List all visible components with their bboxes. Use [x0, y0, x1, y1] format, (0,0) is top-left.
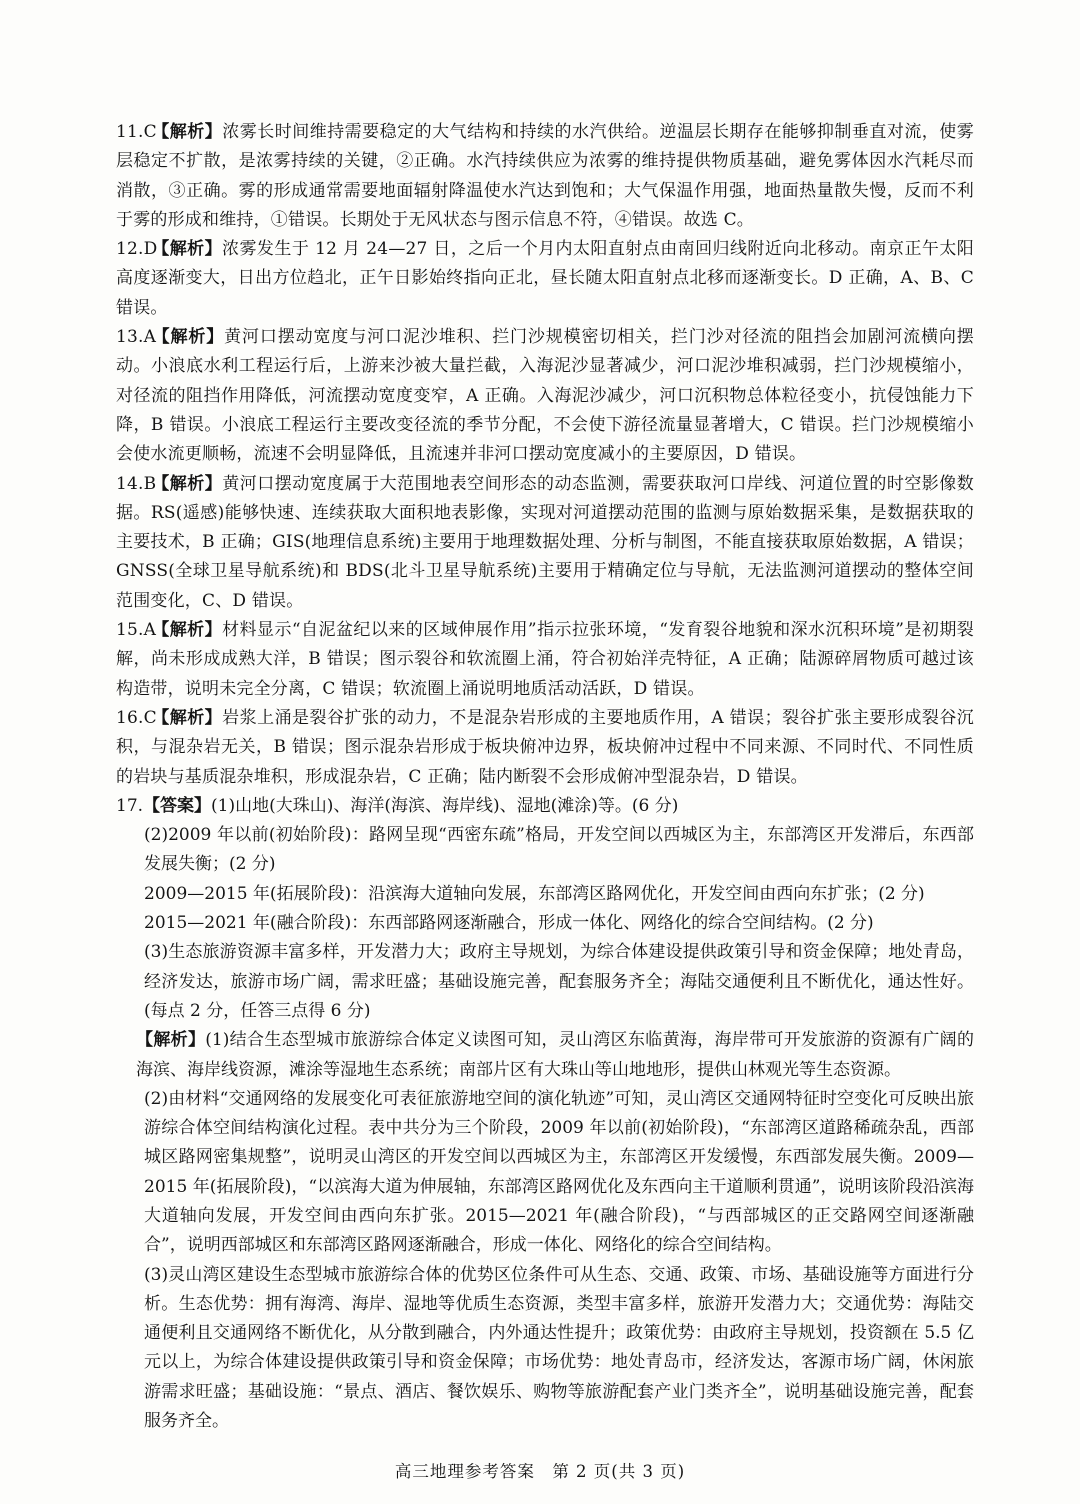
analysis-tag: 【解析】: [152, 707, 223, 728]
question-number: 16.C: [116, 707, 157, 728]
question-number: 14.B: [116, 473, 157, 494]
analysis-17-part-2: (2)由材料“交通网络的发展变化可表征旅游地空间的演化轨迹”可知，灵山湾区交通网特征时空变化可反映出旅游综合体空间结构演化过程。表中共分为三个阶段，2009 年以前(初始阶段)，“东部湾区道路稀疏杂乱，西部城区路网密集规整”，说明灵山湾区的开发空间以西城区为主，东部湾区开发缓慢，东西部发展失衡。2009—2015 年(拓展阶段)，“以滨海大道为伸展轴，东部湾区路网优化及东西向主干道顺利贯通”，说明该阶段沿滨海大道轴向发展，开发空间由西向东扩张。2015—2021 年(融合阶段)，“与西部城区的正交路网空间逐渐融合”，说明西部城区和东部湾区路网逐渐融合，形成一体化、网络化的综合空间结构。: [144, 1088, 974, 1256]
answer-13: [116, 323, 974, 469]
answer-text: 浓雾长时间维持需要稳定的大气结构和持续的水汽供给。逆温层长期存在能够抑制垂直对流，使雾层稳定不扩散，是浓雾持续的关键，②正确。水汽持续供应为浓雾的维持提供物质基础，避免雾体因水汽耗尽而消散，③正确。雾的形成通常需要地面辐射降温使水汽达到饱和；大气保温作用强，地面热量散失慢，反而不利于雾的形成和维持，①错误。长期处于无风状态与图示信息不符，④错误。故选 C。: [116, 122, 974, 230]
answer-17-part-2b: 2009—2015 年(拓展阶段)：沿滨海大道轴向发展，东部湾区路网优化，开发空间由西向东扩张；(2 分): [144, 883, 925, 904]
analysis-17-part-1: [116, 1026, 974, 1085]
answer-text: 黄河口摆动宽度属于大范围地表空间形态的动态监测，需要获取河口岸线、河道位置的时空影像数据。RS(遥感)能够快速、连续获取大面积地表影像，实现对河道摆动范围的监测与原始数据采集，是数据获取的主要技术，B 正确；GIS(地理信息系统)主要用于地理数据处理、分析与制图，不能直接获取原始数据，A 错误；GNSS(全球卫星导航系统)和 BDS(北斗卫星导航系统)主要用于精确定位与导航，无法监测河道摆动的整体空间范围变化，C、D 错误。: [116, 473, 974, 611]
analysis-tag: 【解析】: [136, 1030, 206, 1051]
answer-text: (1)山地(大珠山)、海洋(海滨、海岸线)、湿地(滩涂)等。(6 分): [211, 795, 679, 816]
answer-11: [116, 118, 974, 235]
answer-17-part-2a: (2)2009 年以前(初始阶段)：路网呈现“西密东疏”格局，开发空间以西城区为主，东部湾区开发滞后，东西部发展失衡；(2 分): [144, 825, 974, 875]
question-number: 15.A: [116, 620, 157, 641]
question-number: 11.C: [116, 122, 157, 142]
answer-16: [116, 704, 974, 792]
answer-text: 材料显示“自泥盆纪以来的区域伸展作用”指示拉张环境，“发育裂谷地貌和深水沉积环境”是初期裂解，尚未形成成熟大洋，B 错误；图示裂谷和软流圈上涌，符合初始洋壳特征，A 正确；陆源碎屑物质可越过该构造带，说明未完全分离，C 错误；软流圈上涌说明地质活动活跃，D 错误。: [116, 620, 974, 699]
answer-text: 岩浆上涌是裂谷扩张的动力，不是混杂岩形成的主要地质作用，A 错误；裂谷扩张主要形成裂谷沉积，与混杂岩无关，B 错误；图示混杂岩形成于板块俯冲边界，板块俯冲过程中不同来源、不同时代、不同性质的岩块与基质混杂堆积，形成混杂岩，C 正确；陆内断裂不会形成俯冲型混杂岩，D 错误。: [116, 707, 974, 787]
analysis-tag: 【解析】: [152, 473, 223, 494]
answer-17-part-3: (3)生态旅游资源丰富多样，开发潜力大；政府主导规划，为综合体建设提供政策引导和资金保障；地处青岛，经济发达，旅游市场广阔，需求旺盛；基础设施完善，配套服务齐全；海陆交通便利且不断优化，通达性好。(每点 2 分，任答三点得 6 分): [144, 942, 974, 1021]
analysis-tag: 【解析】: [152, 327, 225, 348]
answer-17-part-2c: 2015—2021 年(融合阶段)：东西部路网逐渐融合，形成一体化、网络化的综合空间结构。(2 分): [144, 913, 874, 934]
analysis-tag: 【解析】: [152, 239, 223, 260]
analysis-tag: 【解析】: [152, 122, 223, 142]
answer-tag: 【答案】: [143, 795, 212, 816]
analysis-17-part-3: (3)灵山湾区建设生态型城市旅游综合体的优势区位条件可从生态、交通、政策、市场、基础设施等方面进行分析。生态优势：拥有海湾、海岸、湿地等优质生态资源，类型丰富多样，旅游开发潜力大；交通优势：海陆交通便利且交通网络不断优化，从分散到融合，内外通达性提升；政策优势：由政府主导规划，投资额在 5.5 亿元以上，为综合体建设提供政策引导和资金保障；市场优势：地处青岛市，经济发达，客源市场广阔，休闲旅游需求旺盛；基础设施：“景点、酒店、餐饮娱乐、购物等旅游配套产业门类齐全”，说明基础设施完善，配套服务齐全。: [144, 1264, 974, 1432]
question-number: 17.: [116, 795, 144, 816]
question-number: 12.D: [116, 239, 158, 260]
answer-text: 黄河口摆动宽度与河口泥沙堆积、拦门沙规模密切相关，拦门沙对径流的阻挡会加剧河流横向摆动。小浪底水利工程运行后，上游来沙被大量拦截，入海泥沙显著减少，河口泥沙堆积减弱，拦门沙规模缩小，对径流的阻挡作用降低，河流摆动宽度变窄，A 正确。入海泥沙减少，河口沉积物总体粒径变小，抗侵蚀能力下降，B 错误。小浪底工程运行主要改变径流的季节分配，不会使下游径流量显著增大，C 错误。拦门沙规模缩小会使水流更顺畅，流速不会明显降低，且流速并非河口摆动宽度减小的主要原因，D 错误。: [116, 327, 974, 465]
analysis-tag: 【解析】: [152, 620, 223, 641]
analysis-text: (1)结合生态型城市旅游综合体定义读图可知，灵山湾区东临黄海，海岸带可开发旅游的资源有广阔的海滨、海岸线资源，滩涂等湿地生态系统；南部片区有大珠山等山地地形，提供山林观光等生态资源。: [136, 1030, 974, 1080]
answer-14: [116, 470, 974, 616]
answer-15: [116, 616, 974, 704]
answer-12: [116, 235, 974, 323]
answer-content: [116, 118, 974, 1436]
page-footer: 高三地理参考答案 第 2 页(共 3 页): [394, 1462, 686, 1481]
answer-text: 浓雾发生于 12 月 24—27 日，之后一个月内太阳直射点由南回归线附近向北移动。南京正午太阳高度逐渐变大，日出方位趋北，正午日影始终指向正北，昼长随太阳直射点北移而逐渐变长。D 正确，A、B、C 错误。: [116, 239, 974, 318]
question-number: 13.A: [116, 327, 157, 348]
answer-17-part-1: [116, 792, 974, 821]
